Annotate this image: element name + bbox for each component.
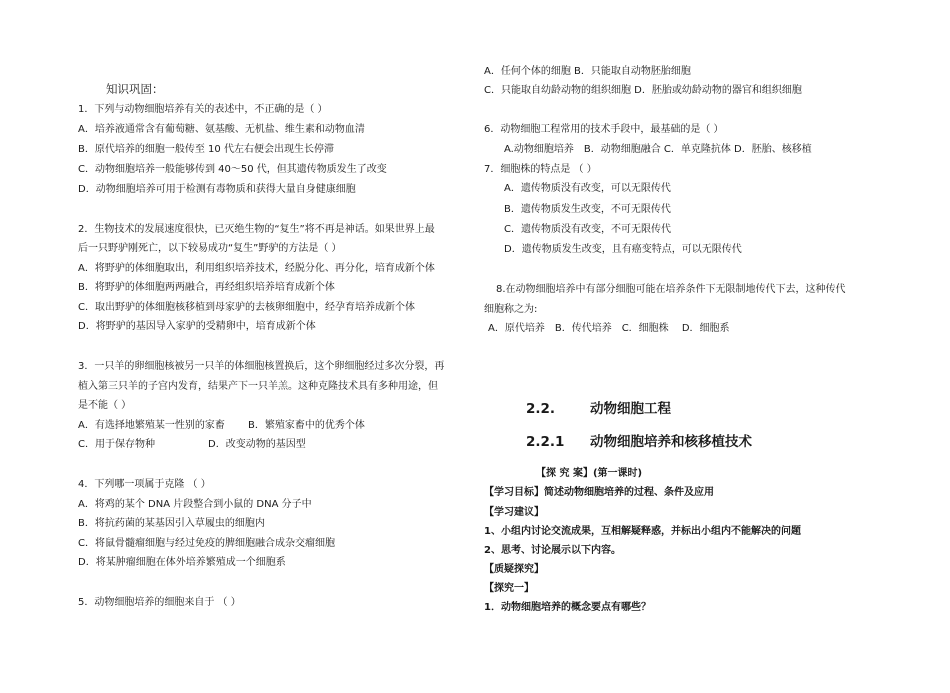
inquiry-1-question: 1．动物细胞培养的概念要点有哪些？ bbox=[484, 602, 651, 613]
q4-stem: 4．下列哪一项属于克隆 （ ） bbox=[78, 479, 211, 490]
q3-option-c: C．用于保存物种 bbox=[78, 439, 155, 450]
inquiry-1-label: 【探究一】 bbox=[484, 583, 534, 594]
heading-2-2-1-title: 动物细胞培养和核移植技术 bbox=[590, 434, 752, 450]
q7-stem: 7．细胞株的特点是 （ ） bbox=[484, 164, 597, 175]
q4-option-b: B．将抗药菌的某基因引入草履虫的细胞内 bbox=[78, 518, 265, 529]
q5-options-ab: A．任何个体的细胞 B．只能取自动物胚胎细胞 bbox=[484, 66, 691, 77]
q2-option-d: D．将野驴的基因导入家驴的受精卵中，培育成新个体 bbox=[78, 321, 316, 332]
q3-stem-line1: 3．一只羊的卵细胞核被另一只羊的体细胞核置换后，这个卵细胞经过多次分裂，再 bbox=[78, 361, 445, 372]
q5-stem: 5．动物细胞培养的细胞来自于 （ ） bbox=[78, 597, 241, 608]
q4-option-d: D．将某肿瘤细胞在体外培养繁殖成一个细胞系 bbox=[78, 557, 286, 568]
q7-option-c: C．遗传物质没有改变，不可无限传代 bbox=[504, 224, 671, 235]
q4-option-c: C．将鼠骨髓瘤细胞与经过免疫的脾细胞融合成杂交瘤细胞 bbox=[78, 538, 335, 549]
q3-stem-line2: 植入第三只羊的子宫内发育，结果产下一只羊羔。这种克隆技术具有多种用途，但 bbox=[78, 381, 438, 392]
q7-option-d: D．遗传物质发生改变，且有癌变特点，可以无限传代 bbox=[504, 244, 742, 255]
heading-2-2-title: 动物细胞工程 bbox=[590, 401, 671, 417]
q4-option-a: A．将鸡的某个 DNA 片段整合到小鼠的 DNA 分子中 bbox=[78, 499, 312, 510]
heading-2-2-number: 2.2. bbox=[526, 401, 556, 417]
q7-option-b: B．遗传物质发生改变，不可无限传代 bbox=[504, 204, 671, 215]
q8-options: A．原代培养 B．传代培养 C．细胞株 D．细胞系 bbox=[488, 323, 730, 334]
advice-label: 【学习建议】 bbox=[484, 507, 544, 518]
q5-options-cd: C．只能取自幼龄动物的组织细胞 D．胚胎或幼龄动物的器官和组织细胞 bbox=[484, 85, 802, 96]
q1-option-a: A．培养液通常含有葡萄糖、氨基酸、无机盐、维生素和动物血清 bbox=[78, 124, 365, 135]
section-title: 知识巩固： bbox=[106, 82, 164, 96]
q3-option-d: D．改变动物的基因型 bbox=[208, 439, 306, 450]
q1-option-c: C．动物细胞培养一般能够传到 40～50 代，但其遗传物质发生了改变 bbox=[78, 164, 387, 175]
q6-options: A.动物细胞培养 B．动物细胞融合 C．单克隆抗体 D．胚胎、核移植 bbox=[504, 144, 812, 155]
q7-option-a: A．遗传物质没有改变，可以无限传代 bbox=[504, 183, 671, 194]
advice-item-1: 1、小组内讨论交流成果，互相解疑释惑，并标出小组内不能解决的问题 bbox=[484, 526, 801, 537]
q3-option-a: A．有选择地繁殖某一性别的家畜 bbox=[78, 420, 225, 431]
q3-stem-line3: 是不能（ ） bbox=[78, 400, 132, 411]
q8-stem-line1: 8.在动物细胞培养中有部分细胞可能在培养条件下无限制地传代下去，这种传代 bbox=[496, 284, 846, 295]
heading-2-2-1-number: 2.2.1 bbox=[526, 434, 565, 450]
q8-stem-line2: 细胞称之为: bbox=[484, 304, 538, 315]
q1-stem: 1．下列与动物细胞培养有关的表述中，不正确的是（ ） bbox=[78, 104, 328, 115]
q1-option-d: D．动物细胞培养可用于检测有毒物质和获得大量自身健康细胞 bbox=[78, 184, 356, 195]
explore-label: 【探 究 案】(第一课时) bbox=[536, 468, 643, 479]
q2-option-a: A．将野驴的体细胞取出，利用组织培养技术，经脱分化、再分化，培育成新个体 bbox=[78, 263, 435, 274]
advice-item-2: 2、思考、讨论展示以下内容。 bbox=[484, 545, 621, 556]
q2-option-c: C．取出野驴的体细胞核移植到母家驴的去核卵细胞中，经孕育培养成新个体 bbox=[78, 302, 415, 313]
q6-stem: 6．动物细胞工程常用的技术手段中，最基础的是（ ） bbox=[484, 124, 724, 135]
learning-goal: 【学习目标】简述动物细胞培养的过程、条件及应用 bbox=[484, 487, 714, 498]
q3-option-b: B．繁殖家畜中的优秀个体 bbox=[248, 420, 365, 431]
q2-stem-line2: 后一只野驴刚死亡，以下较易成功“复生”野驴的方法是（ ） bbox=[78, 243, 342, 254]
q2-stem-line1: 2．生物技术的发展速度很快，已灭绝生物的“复生”将不再是神话。如果世界上最 bbox=[78, 224, 435, 235]
q1-option-b: B．原代培养的细胞一般传至 10 代左右便会出现生长停滞 bbox=[78, 144, 334, 155]
inquiry-label: 【质疑探究】 bbox=[484, 564, 544, 575]
q2-option-b: B．将野驴的体细胞两两融合，再经组织培养培育成新个体 bbox=[78, 282, 335, 293]
